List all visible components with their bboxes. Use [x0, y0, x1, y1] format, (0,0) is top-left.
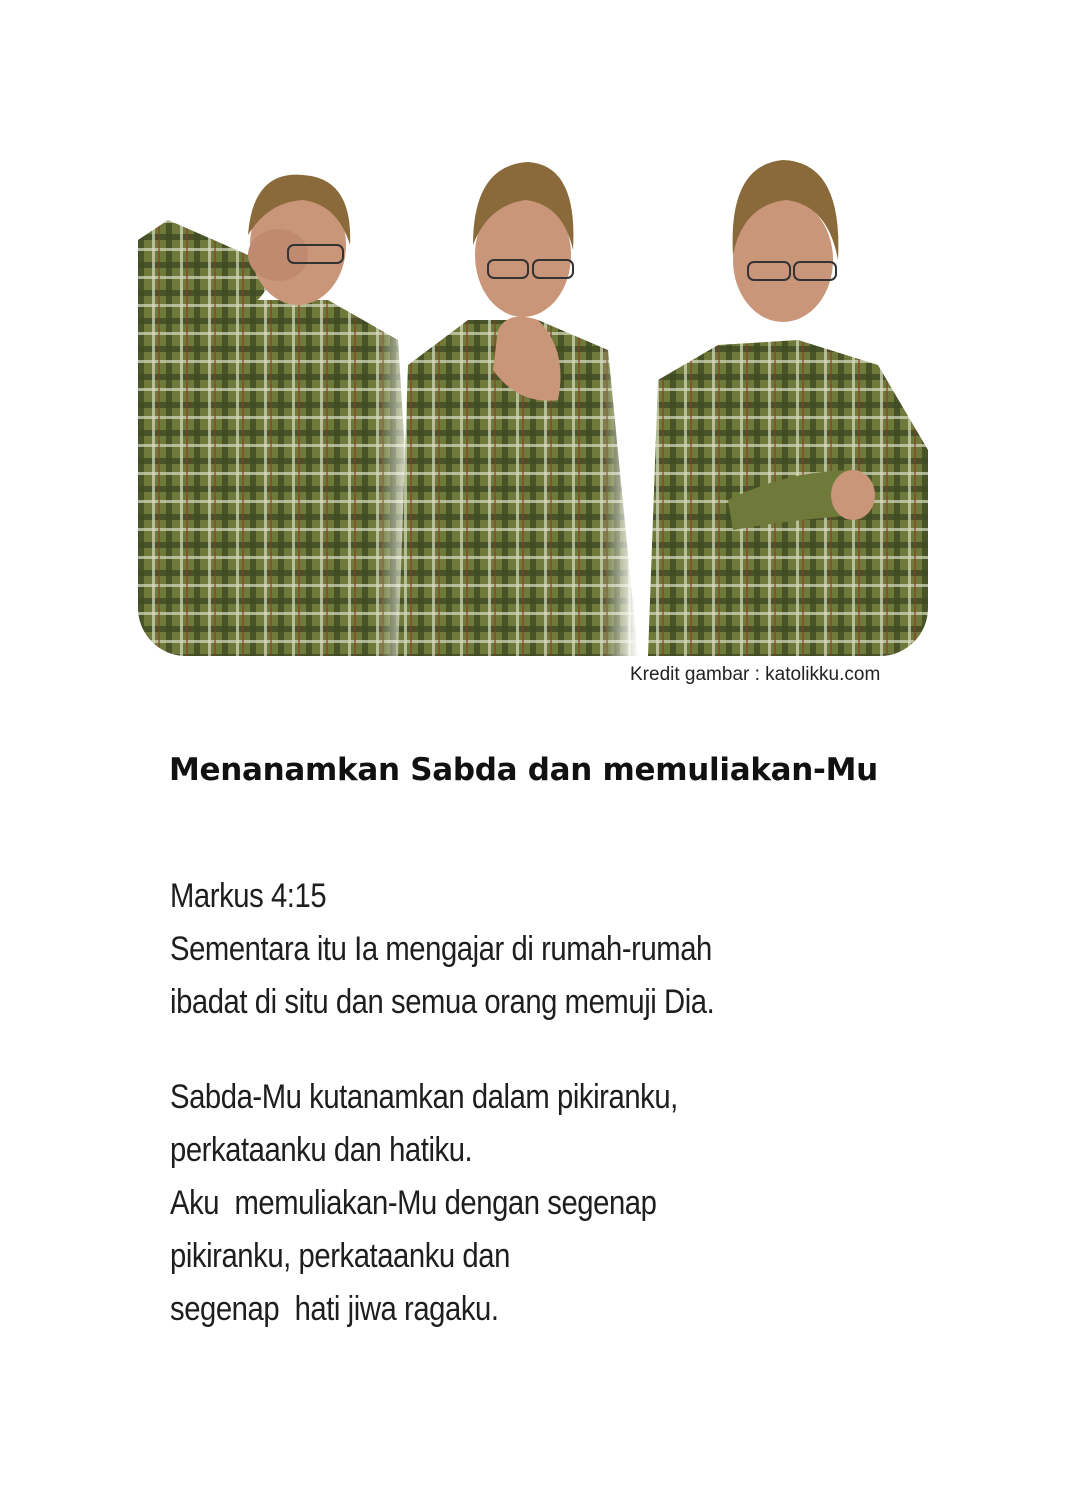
verse-reference: Markus 4:15 [170, 877, 327, 915]
three-figures-illustration [138, 150, 928, 656]
reflection-line: pikiranku, perkataanku dan [170, 1237, 510, 1275]
image-credit: Kredit gambar : katolikku.com [630, 664, 881, 685]
illustration-photo [138, 150, 928, 656]
verse-line: ibadat di situ dan semua orang memuji Dia. [170, 983, 715, 1021]
body-text [170, 870, 841, 1336]
verse-line: Sementara itu Ia mengajar di rumah-rumah [170, 930, 712, 968]
figure-3 [648, 160, 928, 656]
reflection-line: Aku memuliakan-Mu dengan segenap [170, 1184, 657, 1222]
page-title: Menanamkan Sabda dan memuliakan-Mu [169, 752, 878, 788]
reflection-line: Sabda-Mu kutanamkan dalam pikiranku, [170, 1078, 678, 1116]
reflection-line: segenap hati jiwa ragaku. [170, 1290, 499, 1328]
figure-1 [138, 175, 418, 656]
figure-2 [398, 162, 638, 656]
reflection-line: perkataanku dan hatiku. [170, 1131, 473, 1169]
